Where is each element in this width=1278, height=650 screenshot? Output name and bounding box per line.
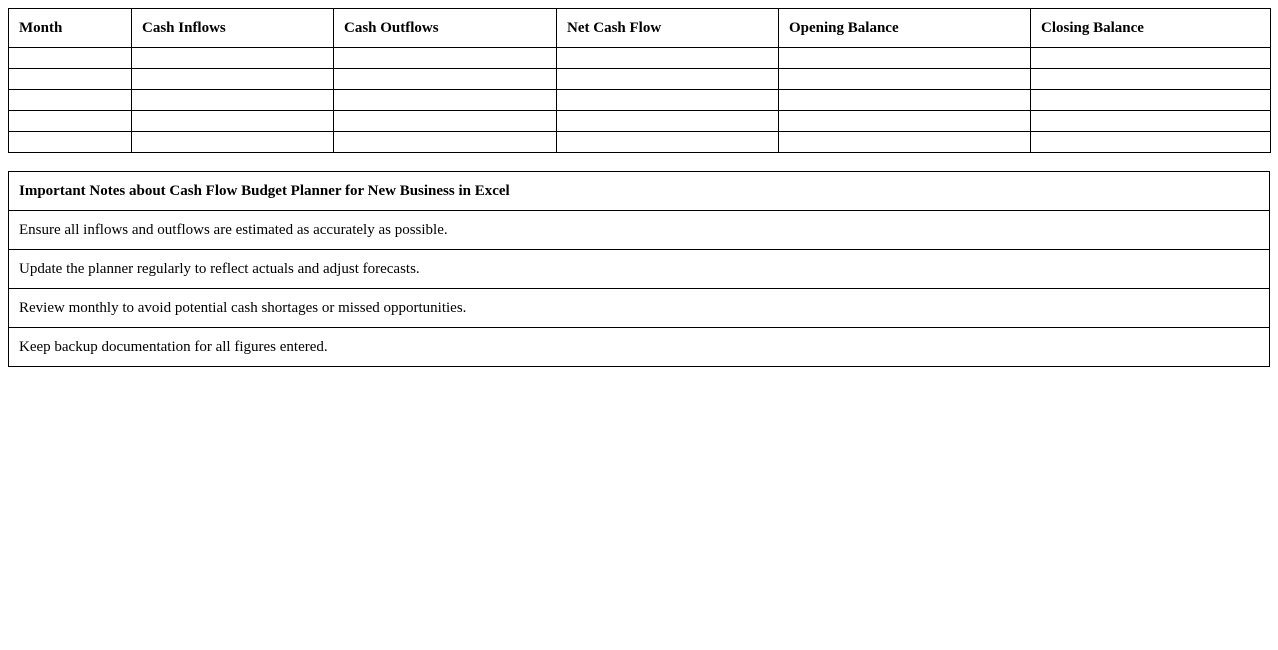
table-cell[interactable]: [9, 111, 132, 132]
page-content: [8, 8, 1270, 367]
table-cell[interactable]: [1031, 69, 1271, 90]
table-row: [9, 69, 1271, 90]
header-cash-outflows: Cash Outflows: [334, 9, 557, 48]
list-item: [9, 211, 1270, 250]
table-header-row: [9, 9, 1271, 48]
table-cell[interactable]: [9, 69, 132, 90]
table-cell[interactable]: [334, 48, 557, 69]
note-text: Ensure all inflows and outflows are estimated as accurately as possible.: [9, 211, 1270, 250]
table-cell[interactable]: [1031, 90, 1271, 111]
table-cell[interactable]: [132, 48, 334, 69]
table-row: [9, 132, 1271, 153]
table-cell[interactable]: [779, 69, 1031, 90]
table-cell[interactable]: [557, 132, 779, 153]
note-text: Keep backup documentation for all figures entered.: [9, 328, 1270, 367]
table-cell[interactable]: [334, 69, 557, 90]
header-cash-inflows: Cash Inflows: [132, 9, 334, 48]
table-cell[interactable]: [132, 69, 334, 90]
table-cell[interactable]: [557, 48, 779, 69]
list-item: [9, 250, 1270, 289]
table-cell[interactable]: [779, 90, 1031, 111]
table-cell[interactable]: [1031, 48, 1271, 69]
table-cell[interactable]: [334, 132, 557, 153]
table-cell[interactable]: [9, 48, 132, 69]
table-row: [9, 111, 1271, 132]
table-cell[interactable]: [557, 90, 779, 111]
cash-flow-budget-table: [8, 8, 1271, 153]
table-row: [9, 48, 1271, 69]
header-month: Month: [9, 9, 132, 48]
header-net-cash-flow: Net Cash Flow: [557, 9, 779, 48]
notes-header-row: [9, 172, 1270, 211]
table-cell[interactable]: [779, 132, 1031, 153]
table-cell[interactable]: [132, 111, 334, 132]
table-cell[interactable]: [557, 69, 779, 90]
table-cell[interactable]: [132, 132, 334, 153]
table-row: [9, 90, 1271, 111]
header-opening-balance: Opening Balance: [779, 9, 1031, 48]
table-cell[interactable]: [334, 111, 557, 132]
notes-title: Important Notes about Cash Flow Budget Planner for New Business in Excel: [9, 172, 1270, 211]
note-text: Review monthly to avoid potential cash shortages or missed opportunities.: [9, 289, 1270, 328]
table-cell[interactable]: [779, 48, 1031, 69]
list-item: [9, 289, 1270, 328]
table-cell[interactable]: [779, 111, 1031, 132]
table-cell[interactable]: [334, 90, 557, 111]
header-closing-balance: Closing Balance: [1031, 9, 1271, 48]
important-notes-table: [8, 171, 1270, 367]
table-cell[interactable]: [132, 90, 334, 111]
note-text: Update the planner regularly to reflect actuals and adjust forecasts.: [9, 250, 1270, 289]
table-cell[interactable]: [1031, 132, 1271, 153]
table-cell[interactable]: [9, 90, 132, 111]
list-item: [9, 328, 1270, 367]
table-cell[interactable]: [557, 111, 779, 132]
table-cell[interactable]: [9, 132, 132, 153]
table-cell[interactable]: [1031, 111, 1271, 132]
